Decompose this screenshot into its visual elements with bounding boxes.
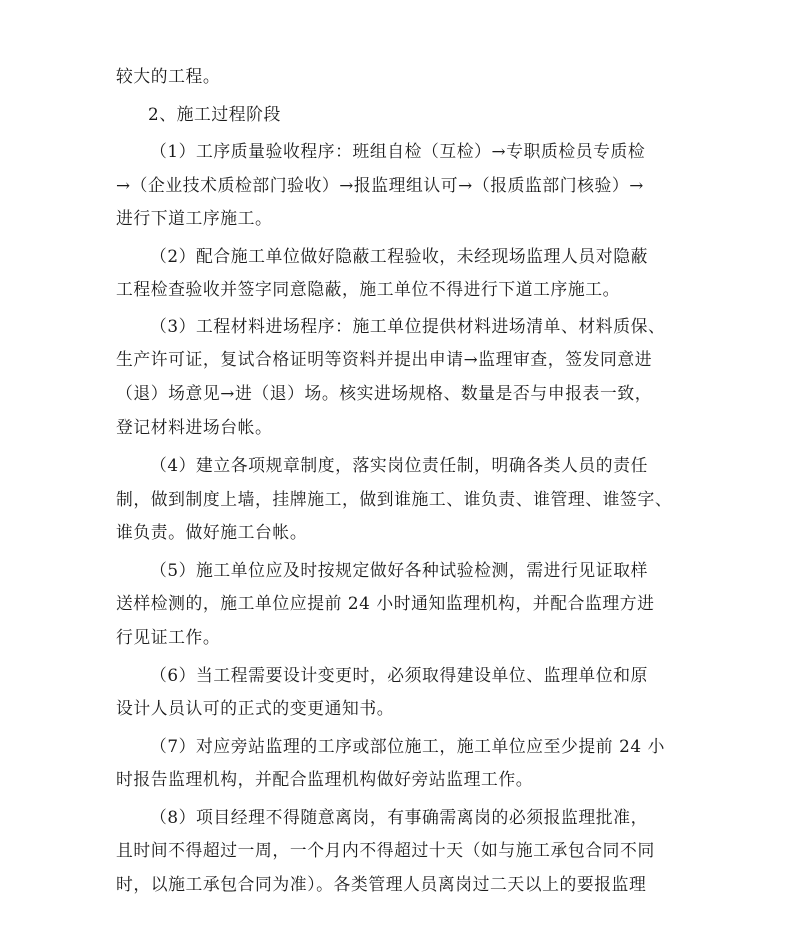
section-heading: 2、施工过程阶段 xyxy=(148,104,281,124)
text-line: 且时间不得超过一周，一个月内不得超过十天（如与施工承包合同不同 xyxy=(116,840,655,860)
text-line: →（企业技术质检部门验收）→报监理组认可→（报质监部门核验）→ xyxy=(116,175,644,195)
text-line: （2）配合施工单位做好隐蔽工程验收，未经现场监理人员对隐蔽 xyxy=(150,246,648,266)
text-line: 进行下道工序施工。 xyxy=(116,208,273,228)
text-line: 设计人员认可的正式的变更通知书。 xyxy=(116,698,395,718)
text-line: 时，以施工承包合同为准）。各类管理人员离岗过二天以上的要报监理 xyxy=(116,874,647,894)
text-line: （退）场意见→进（退）场。核实进场规格、数量是否与申报表一致， xyxy=(116,383,653,403)
text-line: 送样检测的，施工单位应提前 24 小时通知监理机构，并配合监理方进 xyxy=(116,593,655,613)
text-line: （3）工程材料进场程序：施工单位提供材料进场清单、材料质保、 xyxy=(150,316,666,336)
text-line: （6）当工程需要设计变更时，必须取得建设单位、监理单位和原 xyxy=(150,665,648,685)
text-line: 行见证工作。 xyxy=(116,627,221,647)
text-line: 较大的工程。 xyxy=(116,66,221,86)
text-line: 登记材料进场台帐。 xyxy=(116,417,273,437)
text-line: （7）对应旁站监理的工序或部位施工，施工单位应至少提前 24 小 xyxy=(150,736,665,756)
text-line: （4）建立各项规章制度，落实岗位责任制，明确各类人员的责任 xyxy=(150,455,648,475)
text-line: （8）项目经理不得随意离岗，有事确需离岗的必须报监理批准， xyxy=(150,807,648,827)
text-line: 生产许可证，复试合格证明等资料并提出申请→监理审查，签发同意进 xyxy=(116,349,653,369)
text-line: 谁负责。做好施工台帐。 xyxy=(116,522,308,542)
text-line: 制，做到制度上墙，挂牌施工，做到谁施工、谁负责、谁管理、谁签字、 xyxy=(116,489,673,509)
text-line: 时报告监理机构，并配合监理机构做好旁站监理工作。 xyxy=(116,769,534,789)
text-line: （1）工序质量验收程序：班组自检（互检）→专职质检员专质检 xyxy=(150,141,646,161)
text-line: （5）施工单位应及时按规定做好各种试验检测，需进行见证取样 xyxy=(150,560,648,580)
text-line: 工程检查验收并签字同意隐蔽，施工单位不得进行下道工序施工。 xyxy=(116,279,621,299)
